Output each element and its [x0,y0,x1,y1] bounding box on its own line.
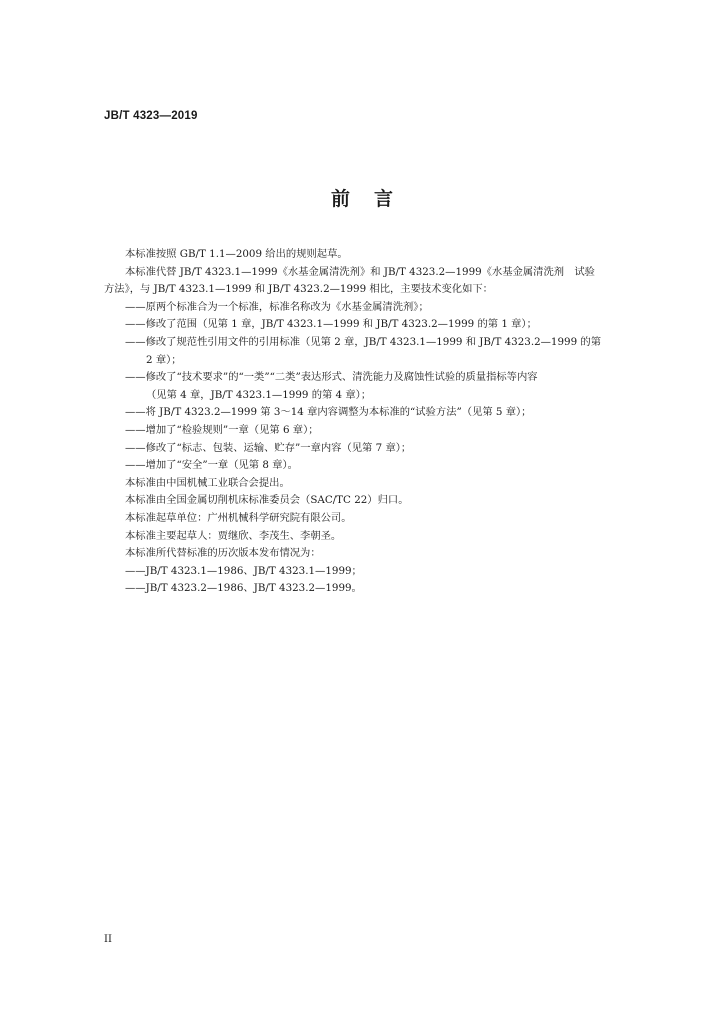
list-item-continuation: （见第 4 章，JB/T 4323.1—1999 的第 4 章）； [146,388,372,401]
list-item: ——JB/T 4323.2—1986、JB/T 4323.2—1999。 [125,582,362,595]
list-item: ——修改了“技术要求”的“一类”“二类”表达形式、清洗能力及腐蚀性试验的质量指标等内容 [125,371,538,384]
paragraph: 本标准起草单位：广州机械科学研究院有限公司。 [125,511,352,524]
paragraph: 本标准代替 JB/T 4323.1—1999《水基金属清洗剂》和 JB/T 4323.2—1999《水基金属清洗剂 试验 [125,265,595,278]
paragraph: 方法》，与 JB/T 4323.1—1999 和 JB/T 4323.2—1999 相比，主要技术变化如下： [104,283,493,296]
paragraph: 本标准按照 GB/T 1.1—2009 给出的规则起草。 [125,248,348,260]
foreword-body [104,246,644,598]
standard-code-header: JB/T 4323—2019 [104,110,198,122]
list-item: ——增加了“检验规则”一章（见第 6 章）； [125,423,319,436]
page-number: II [104,934,112,945]
list-item: ——增加了“安全”一章（见第 8 章）。 [125,459,298,472]
list-item: ——修改了“标志、包装、运输、贮存”一章内容（见第 7 章）； [125,441,412,454]
paragraph: 本标准由中国机械工业联合会提出。 [125,476,290,489]
list-item: ——修改了规范性引用文件的引用标准（见第 2 章，JB/T 4323.1—1999 和 JB/T 4323.2—1999 的第 [125,335,602,348]
paragraph: 本标准由全国金属切削机床标准委员会（SAC/TC 22）归口。 [125,494,409,507]
paragraph: 本标准所代替标准的历次版本发布情况为： [125,547,321,560]
list-item: ——原两个标准合为一个标准，标准名称改为《水基金属清洗剂》； [125,300,429,313]
list-item: ——JB/T 4323.1—1986、JB/T 4323.1—1999； [125,564,362,577]
list-item: ——修改了范围（见第 1 章，JB/T 4323.1—1999 和 JB/T 4323.2—1999 的第 1 章）； [125,318,537,331]
paragraph: 本标准主要起草人：贾继欣、李茂生、李朝圣。 [125,529,342,542]
page-title: 前言 [330,188,417,210]
list-item: ——将 JB/T 4323.2—1999 第 3～14 章内容调整为本标准的“试验方法”（见第 5 章）； [125,406,532,419]
list-item-continuation: 2 章）； [146,353,182,366]
